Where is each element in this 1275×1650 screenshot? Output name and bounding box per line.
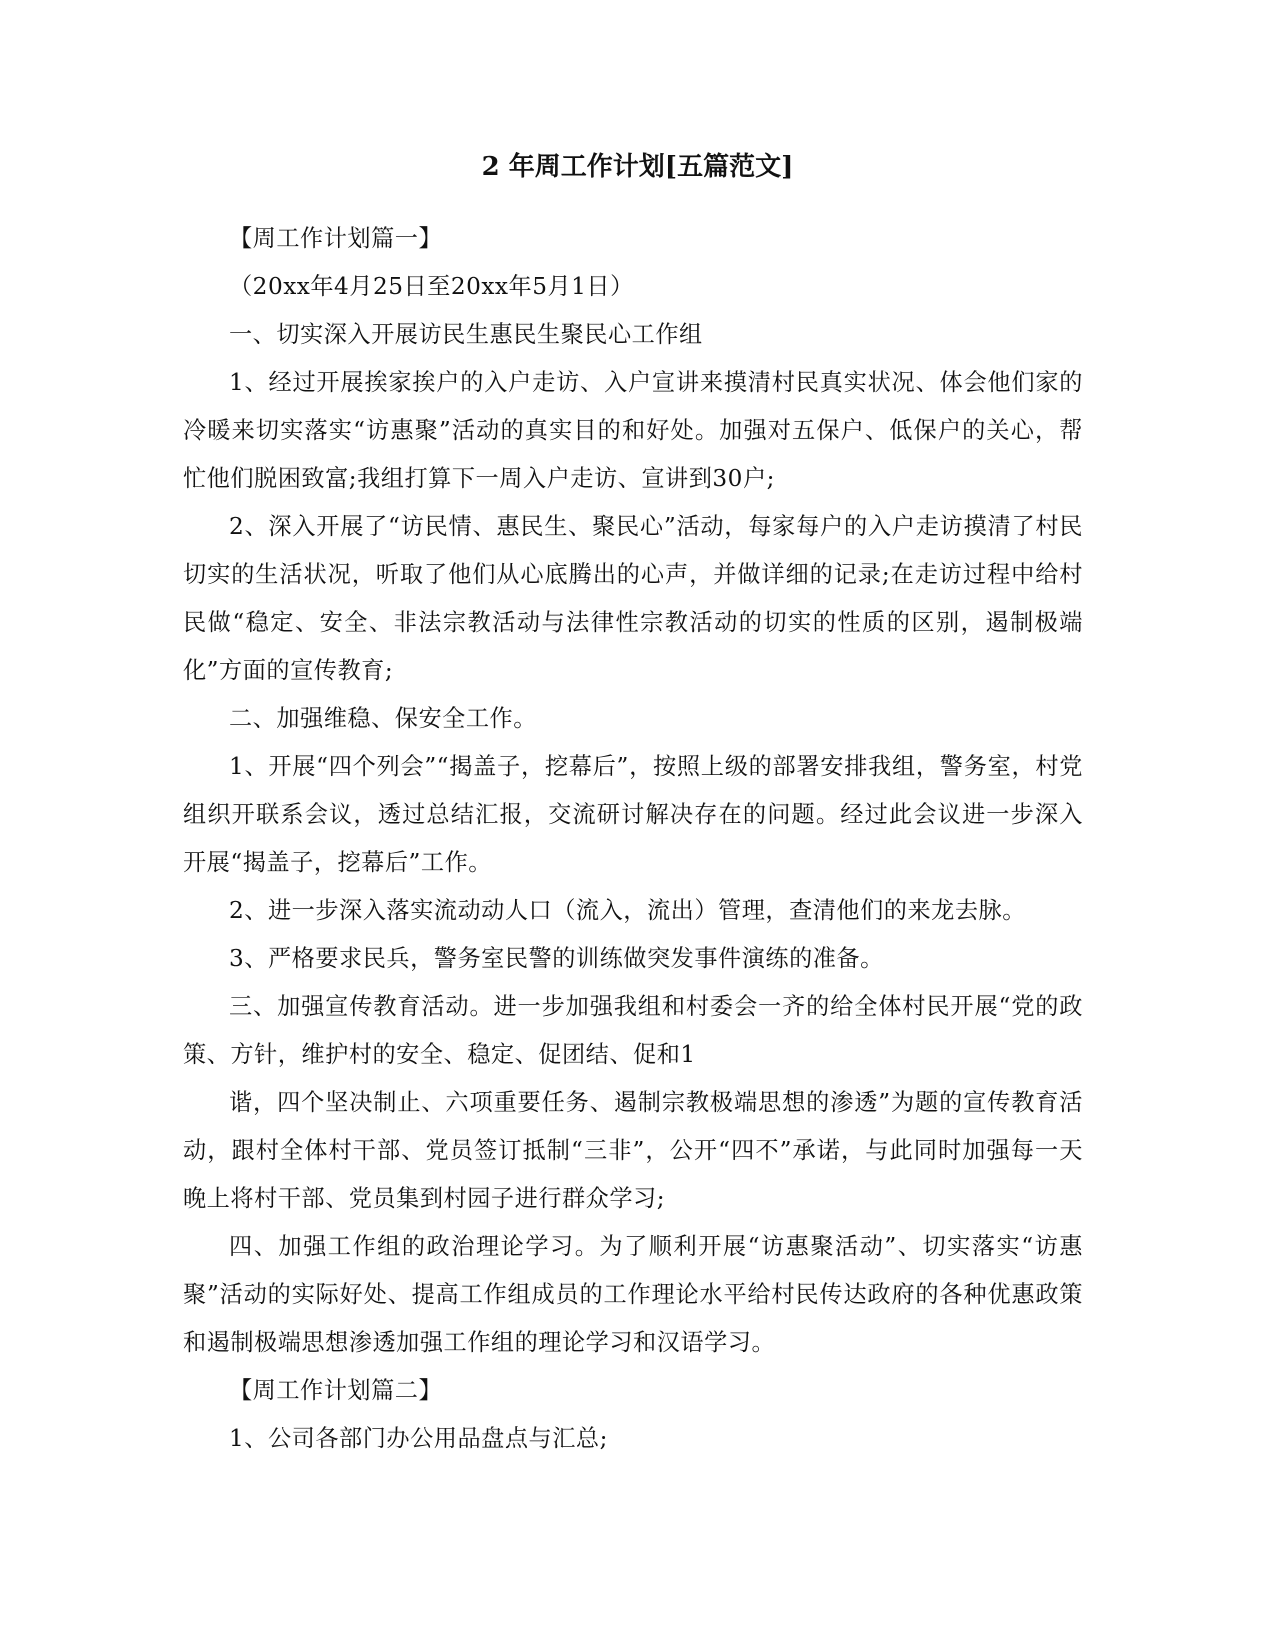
paragraph: 谐，四个坚决制止、六项重要任务、遏制宗教极端思想的渗透”为题的宣传教育活动，跟村全体村干部、党员签订抵制“三非”，公开“四不”承诺，与此同时加强每一天晚上将村干部、党员集到村园子进行群众学习; [183,1089,1083,1212]
paragraph: 二、加强维稳、保安全工作。 [229,705,537,732]
document-body [183,215,1083,1463]
document-title: 2 年周工作计划[五篇范文] [481,152,794,182]
paragraph: 1、经过开展挨家挨户的入户走访、入户宣讲来摸清村民真实状况、体会他们家的冷暖来切实落实“访惠聚”活动的真实目的和好处。加强对五保户、低保户的关心，帮忙他们脱困致富;我组打算下一周入户走访、宣讲到30户; [183,369,1083,492]
paragraph: 四、加强工作组的政治理论学习。为了顺利开展“访惠聚活动”、切实落实“访惠聚”活动的实际好处、提高工作组成员的工作理论水平给村民传达政府的各种优惠政策和遏制极端思想渗透加强工作组的理论学习和汉语学习。 [183,1233,1083,1356]
section-heading: 【周工作计划篇二】 [229,1377,443,1404]
paragraph: 一、切实深入开展访民生惠民生聚民心工作组 [229,321,703,348]
section-heading: 【周工作计划篇一】 [229,225,443,252]
paragraph: 1、开展“四个列会”“揭盖子，挖幕后”，按照上级的部署安排我组，警务室，村党组织开联系会议，透过总结汇报，交流研讨解决存在的问题。经过此会议进一步深入开展“揭盖子，挖幕后”工作。 [183,753,1083,876]
paragraph: 2、进一步深入落实流动动人口（流入，流出）管理，查清他们的来龙去脉。 [229,897,1026,924]
paragraph: 1、公司各部门办公用品盘点与汇总; [229,1425,608,1452]
paragraph: 三、加强宣传教育活动。进一步加强我组和村委会一齐的给全体村民开展“党的政策、方针，维护村的安全、稳定、促团结、促和1 [183,993,1083,1068]
date-range: （20xx年4月25日至20xx年5月1日） [229,273,634,300]
paragraph: 3、严格要求民兵，警务室民警的训练做突发事件演练的准备。 [229,945,884,972]
paragraph: 2、深入开展了“访民情、惠民生、聚民心”活动，每家每户的入户走访摸清了村民切实的生活状况，听取了他们从心底腾出的心声，并做详细的记录;在走访过程中给村民做“稳定、安全、非法宗教活动与法律性宗教活动的切实的性质的区别，遏制极端化”方面的宣传教育; [183,513,1083,684]
